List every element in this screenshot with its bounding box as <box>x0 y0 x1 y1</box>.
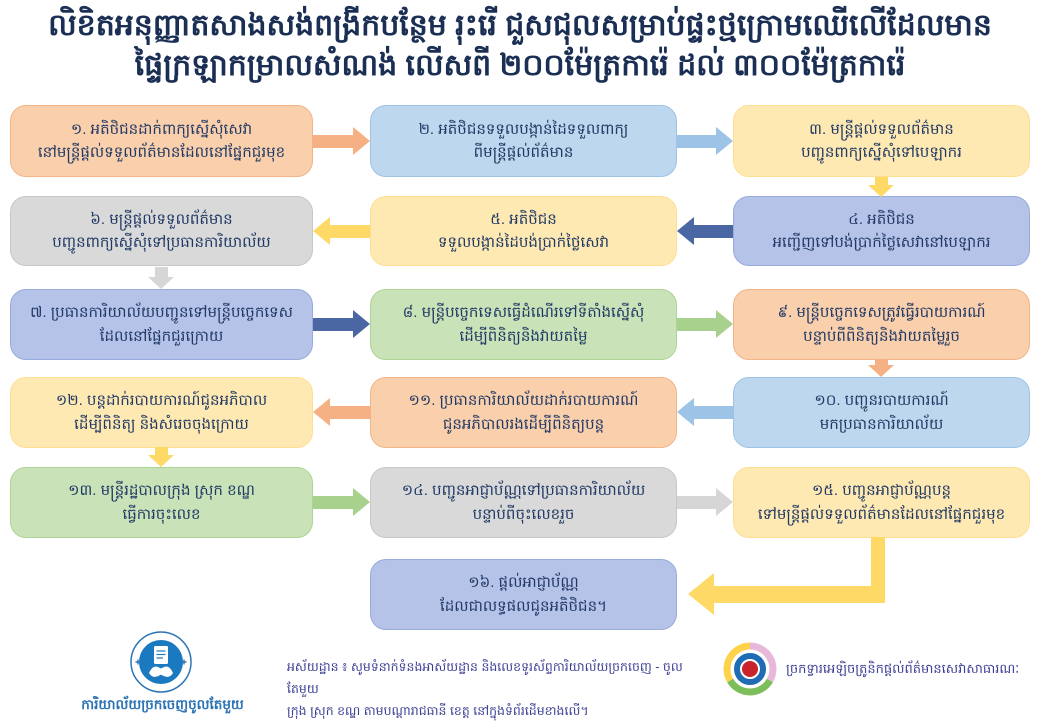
step-5-box <box>370 196 677 266</box>
step-6-line2: បញ្ជូនពាក្យស្នើសុំទៅប្រធានការិយាល័យ <box>52 234 271 251</box>
step-12-line1: ១២. បន្តដាក់របាយការណ៍ជូនអភិបាល <box>55 392 268 410</box>
step-8-line1: ៨. មន្ត្រីបច្ចេកទេសធ្វើដំណើរទៅទីតាំងស្នើសុំ <box>402 304 645 322</box>
step-9-box <box>733 289 1030 360</box>
arrow-step7-to-step8-icon <box>313 310 370 338</box>
step-15-line2: ទៅមន្ត្រីផ្តល់ទទួលព័ត៌មានដែលនៅផ្នែកជួរមុខ <box>757 505 1006 523</box>
step-6-line1: ៦. មន្ត្រីផ្តល់ទទួលព័ត៌មាន <box>90 210 233 228</box>
arrow-step1-to-step2-icon <box>313 127 370 155</box>
step-4-line1: ៤. អតិថិជន <box>848 210 915 228</box>
step-9-line1: ៩. មន្ត្រីបច្ចេកទេសត្រូវធ្វើរបាយការណ៍ <box>777 304 986 322</box>
arrow-step4-to-step5-icon <box>677 217 733 245</box>
step-7-line2: ដែលនៅផ្នែកជួរក្រោយ <box>99 327 224 345</box>
step-2-line2: ពីមន្ត្រីផ្តល់ព័ត៌មាន <box>473 144 574 161</box>
step-1-line2: នៅមន្ត្រីផ្តល់ទទួលព័ត៌មានដែលនៅផ្នែកជួរមុខ <box>37 144 286 161</box>
arrow-step14-to-step15-icon <box>677 488 733 516</box>
arrow-step15-to-step16-icon <box>688 573 885 615</box>
step-14-box <box>370 467 677 538</box>
step-1-box <box>10 105 313 177</box>
arrow-step10-to-step11-icon <box>677 398 733 426</box>
address-note-line1: អស័យដ្ឋាន ៖ សូមទំនាក់ទំនងអាស័យដ្ឋាន និងលេខទូរស័ព្ទការិយាល័យច្រកចេញ - ចូលតែមួយ <box>287 660 683 696</box>
step-5-line2: ទទួលបង្កាន់ដៃបង់ប្រាក់ថ្លៃសេវា <box>437 234 610 251</box>
owso-label: ការិយាល័យច្រកចេញចូលតែមួយ <box>81 697 244 712</box>
arrow-step8-to-step9-icon <box>677 310 733 338</box>
arrow-step9-to-step10-icon <box>868 359 894 377</box>
step-11-box <box>370 377 677 448</box>
step-14-line1: ១៤. បញ្ជូនអាជ្ញាប័ណ្ណទៅប្រធានការិយាល័យ <box>401 482 646 500</box>
step-2-line1: ២. អតិថិជនទទួលបង្កាន់ដៃទទួលពាក្យ <box>418 120 629 138</box>
step-11-line1: ១១. ប្រធានការិយាល័យដាក់របាយការណ៍ <box>408 392 639 410</box>
step-10-line2: មកប្រធានការិយាល័យ <box>819 415 944 433</box>
arrow-step3-to-step4-icon <box>868 177 894 197</box>
step-13-box <box>10 467 313 538</box>
arrow-step5-to-step6-icon <box>313 217 370 245</box>
diagram-title-line2: ផ្ទៃក្រឡាកម្រាលសំណង់ លើសពី ២០០ម៉ែត្រការ៉េ ដល់ ៣០០ម៉ែត្រការ៉េ <box>134 48 906 82</box>
step-1-line1: ១. អតិថិជនដាក់ពាក្យស្នើសុំសេវា <box>70 120 253 138</box>
step-8-box <box>370 289 677 360</box>
step-10-line1: ១០. បញ្ជូនរបាយការណ៍ <box>814 392 949 410</box>
arrow-step2-to-step3-icon <box>677 127 733 155</box>
step-11-line2: ជូនអភិបាលរងដើម្បីពិនិត្យបន្ត <box>442 415 605 433</box>
step-8-line2: ដើម្បីពិនិត្យនិងវាយតម្លៃ <box>459 327 588 345</box>
step-15-line1: ១៥. បញ្ជូនអាជ្ញាប័ណ្ណបន្ត <box>811 482 952 500</box>
arrow-step11-to-step12-icon <box>313 398 370 426</box>
step-13-line2: ធ្វើការចុះលេខ <box>122 505 201 523</box>
step-10-box <box>733 377 1030 448</box>
step-7-box <box>10 289 313 360</box>
address-note <box>287 657 712 723</box>
step-2-box <box>370 105 677 177</box>
arrow-step6-to-step7-icon <box>148 267 174 289</box>
step-3-line2: បញ្ជូនពាក្យស្នើសុំទៅបេឡាករ <box>801 144 962 161</box>
step-12-box <box>10 377 313 448</box>
portal-label: ច្រកទ្វារអេឡិចត្រូនិកផ្តល់ព័ត៌មានសេវាសាធារណៈ <box>786 661 1020 676</box>
step-4-line2: អញ្ជើញទៅបង់ប្រាក់ថ្លៃសេវានៅបេឡាករ <box>772 234 991 251</box>
arrow-step13-to-step14-icon <box>313 488 370 516</box>
step-16-box <box>370 559 677 630</box>
step-14-line2: បន្ទាប់ពីចុះលេខរួច <box>472 505 575 523</box>
step-16-line1: ១៦. ផ្តល់អាជ្ញាប័ណ្ណ <box>468 574 579 592</box>
step-7-line1: ៧. ប្រធានការិយាល័យបញ្ជូនទៅមន្ត្រីបច្ចេកទេស <box>30 304 293 322</box>
step-15-box <box>733 467 1030 538</box>
step-13-line1: ១៣. មន្ត្រីរដ្ឋបាលក្រុង ស្រុក ខណ្ឌ <box>68 482 255 500</box>
public-service-portal-logo-icon <box>722 641 778 702</box>
diagram-title-line1: លិខិតអនុញ្ញាតសាងសង់ពង្រីកបន្ថែម រុះរើ ជួសជុលសម្រាប់ផ្ទះថ្មក្រោមឈើលើដែលមាន <box>48 9 992 42</box>
step-4-box <box>733 196 1030 266</box>
step-6-box <box>10 196 313 266</box>
step-9-line2: បន្ទាប់ពីពិនិត្យនិងវាយតម្លៃរួច <box>803 327 960 345</box>
step-3-line1: ៣. មន្ត្រីផ្តល់ទទួលព័ត៌មាន <box>809 120 954 138</box>
step-12-line2: ដើម្បីពិនិត្យ និងសំរេចចុងក្រោយ <box>74 415 249 433</box>
step-5-line1: ៥. អតិថិជន <box>490 210 557 228</box>
address-note-line2: ក្រុង ស្រុក ខណ្ឌ តាមបណ្តារាជធានី ខេត្ត នៅក្នុងទំព័រដើមខាងលើ។ <box>287 703 589 718</box>
one-window-service-office-logo-icon <box>130 631 192 698</box>
diagram-title <box>0 6 1040 86</box>
step-3-box <box>733 105 1030 177</box>
arrow-step12-to-step13-icon <box>148 447 174 467</box>
step-16-line2: ដែលជាលទ្ធផលជូនអតិថិជន។ <box>440 597 607 615</box>
